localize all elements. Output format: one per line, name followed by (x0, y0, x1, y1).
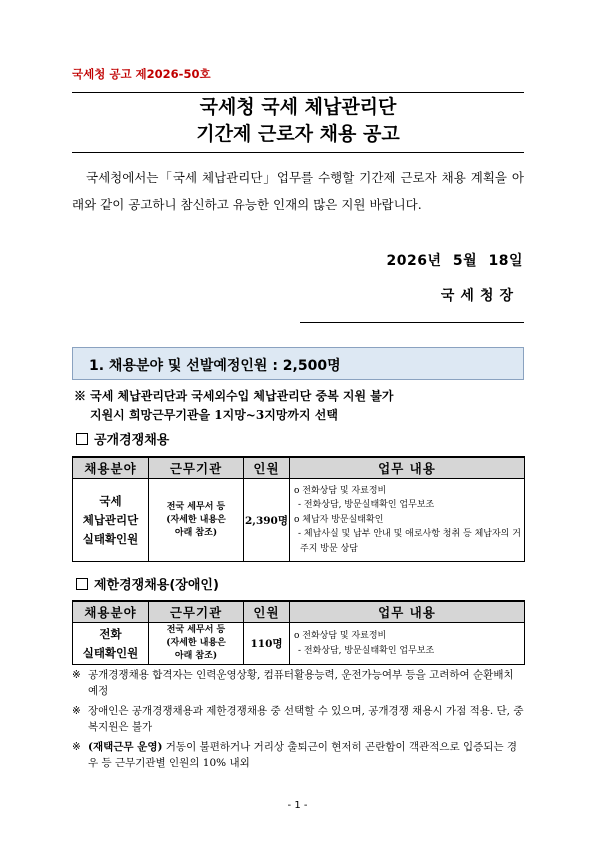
field-line: 실태확인원 (82, 531, 139, 546)
count-cell: 110명 (244, 623, 290, 665)
duties-cell (290, 479, 525, 562)
limited-recruit-table (72, 600, 525, 665)
limited-recruit-heading-text: 제한경쟁채용(장애인) (94, 578, 219, 593)
note-mark: ※ (72, 705, 81, 717)
header-count: 인원 (244, 601, 290, 623)
count-cell: 2,390명 (244, 479, 290, 562)
field-line: 전화 (99, 626, 122, 641)
duties-cell (290, 623, 525, 665)
field-cell (73, 623, 149, 665)
announcement-date: 2026년 5월 18일 (386, 253, 523, 269)
duty-sub-item: - 전화상담, 방문실태확인 업무보조 (298, 500, 435, 511)
duty-item: o 전화상담 및 자료정비 (294, 631, 387, 641)
table-header-row (73, 457, 525, 479)
header-duties: 업무 내용 (290, 601, 525, 623)
note-text: 장애인은 공개경쟁채용과 제한경쟁채용 중 선택할 수 있으며, 공개경쟁 채용시 가점 적용. 단, 중복지원은 불가 (88, 705, 524, 733)
note-item (72, 739, 524, 771)
office-cell (149, 623, 244, 665)
header-field: 채용분야 (73, 457, 149, 479)
title-line-1: 국세청 국세 체납관리단 (199, 96, 397, 118)
open-recruit-heading (76, 429, 169, 448)
field-line: 체납관리단 (82, 512, 139, 527)
office-cell (149, 479, 244, 562)
office-line: 아래 참조) (174, 527, 218, 538)
field-cell (73, 479, 149, 562)
header-office: 근무기관 (149, 601, 244, 623)
office-line: (자세한 내용은 (166, 514, 226, 525)
signature-line (300, 322, 524, 323)
table-row (73, 623, 525, 665)
field-line: 실태확인원 (82, 645, 139, 660)
office-line: 전국 세무서 등 (166, 501, 226, 512)
intro-paragraph: 국세청에서는「국세 체납관리단」업무를 수행할 기간제 근로자 채용 계획을 아래와 같이 공고하니 참신하고 유능한 인재의 많은 지원 바랍니다. (72, 170, 524, 212)
notice-number: 국세청 공고 제2026-50호 (72, 67, 211, 81)
title-line-2: 기간제 근로자 채용 공고 (196, 123, 400, 145)
note-item (72, 667, 524, 699)
header-duties: 업무 내용 (290, 457, 525, 479)
office-line: 전국 세무서 등 (166, 625, 226, 635)
note-bold: (재택근무 운영) (88, 741, 163, 753)
limited-recruit-heading (76, 574, 219, 593)
title-bottom-rule (72, 152, 524, 153)
duty-sub-item: - 전화상담, 방문실태확인 업무보조 (298, 645, 435, 656)
checkbox-icon (76, 433, 88, 445)
note-text: 거동이 불편하거나 거리상 출퇴근이 현저히 곤란함이 객관적으로 입증되는 경우 등 근무기관별 인원의 10% 내외 (88, 741, 518, 769)
title-top-rule (72, 92, 524, 93)
duty-item: o 전화상담 및 자료정비 (294, 485, 387, 496)
important-note-line-1: ※ 국세 체납관리단과 국세외수입 체납관리단 중복 지원 불가 (74, 389, 394, 403)
office-line: 아래 참조) (174, 651, 218, 661)
section-1-header (72, 347, 524, 380)
office-line: (자세한 내용은 (166, 638, 226, 648)
note-mark: ※ (72, 669, 81, 681)
open-recruit-table (72, 456, 525, 562)
duty-sub-item: - 체납사실 및 납부 안내 및 애로사항 청취 등 체납자의 거주지 방문 상담 (298, 529, 521, 554)
checkbox-icon (76, 578, 88, 590)
issuer: 국세청장 (440, 288, 519, 304)
header-field: 채용분야 (73, 601, 149, 623)
table-header-row (73, 601, 525, 623)
page-number: - 1 - (287, 800, 308, 811)
duty-item: o 체납자 방문실태확인 (294, 514, 384, 525)
header-office: 근무기관 (149, 457, 244, 479)
note-item (72, 703, 524, 735)
table-row (73, 479, 525, 562)
note-text: 공개경쟁채용 합격자는 인력운영상황, 컴퓨터활용능력, 운전가능여부 등을 고려하여 순환배치 예정 (88, 669, 514, 697)
section-1-title: 1. 채용분야 및 선발예정인원 : 2,500명 (89, 358, 341, 374)
notes-list (72, 667, 524, 775)
field-line: 국세 (99, 493, 122, 508)
important-note-line-2: 지원시 희망근무기관을 1지망~3지망까지 선택 (90, 408, 338, 422)
note-mark: ※ (72, 741, 81, 753)
open-recruit-heading-text: 공개경쟁채용 (94, 433, 170, 448)
header-count: 인원 (244, 457, 290, 479)
